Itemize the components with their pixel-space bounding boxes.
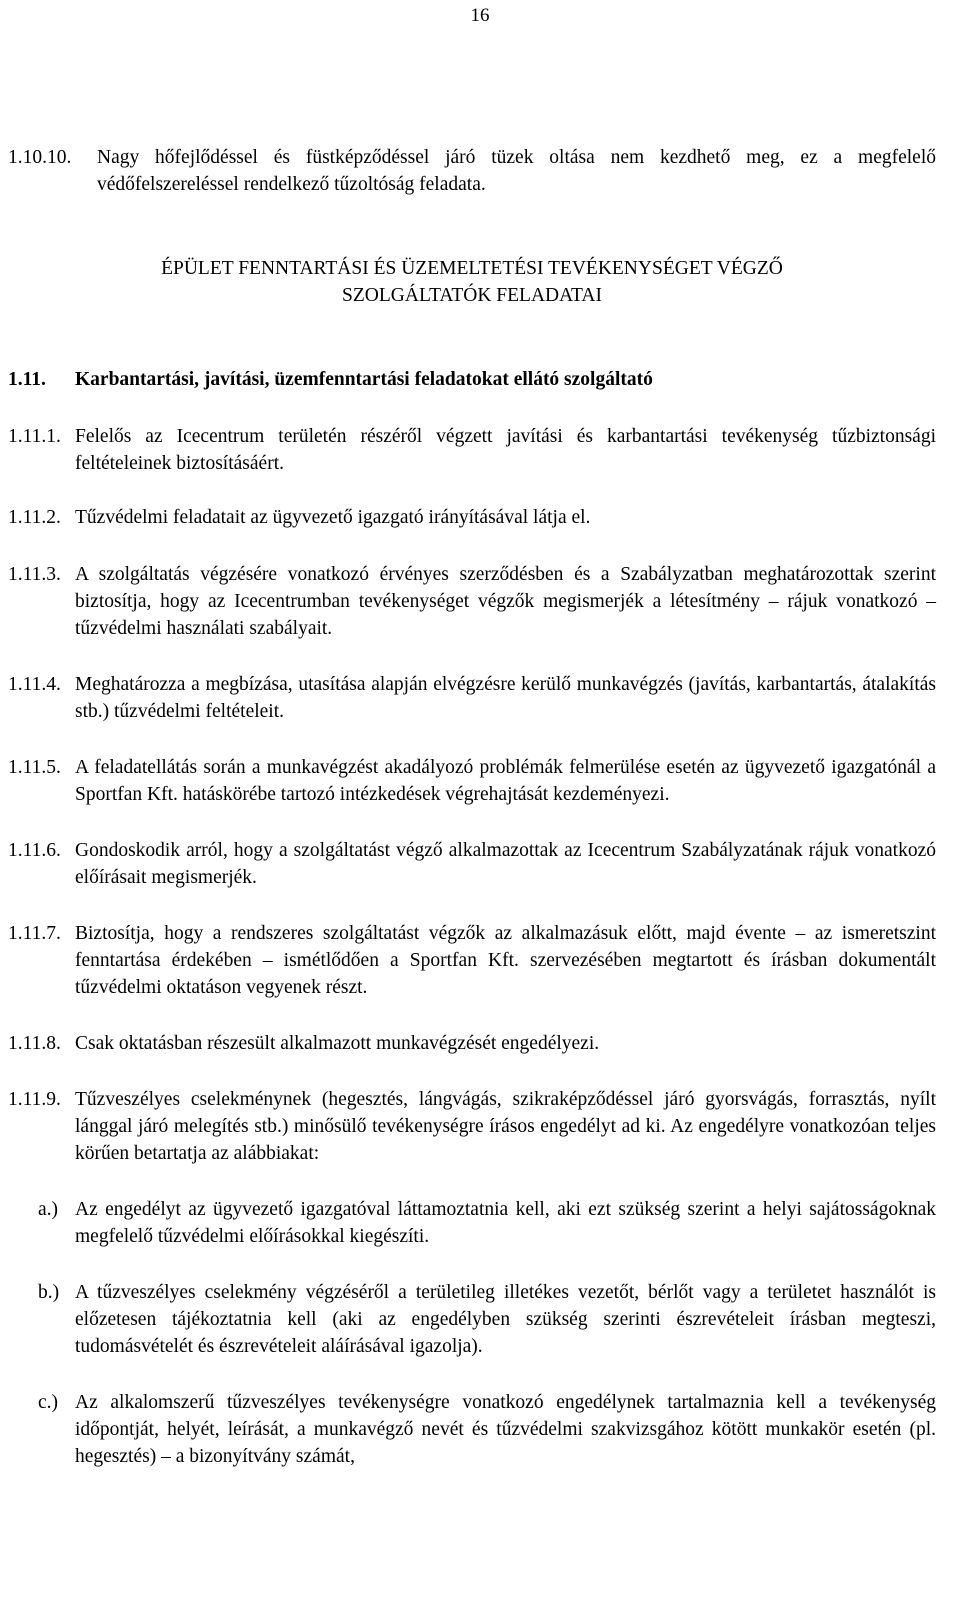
subsection-number: 1.11. <box>8 369 46 390</box>
paragraph-text: Nagy hőfejlődéssel és füstképződéssel járó tüzek oltása nem kezdhető meg, ez a megfelelő védőfelszereléssel rendelkező tűzoltóság feladata. <box>97 147 936 195</box>
paragraph-1-11-7 <box>8 920 936 1001</box>
paragraph-1-11-3 <box>8 561 936 642</box>
paragraph-text: Felelős az Icecentrum területén részéről végzett javítási és karbantartási tevékenység tűzbiztonsági feltételeinek biztosításáért. <box>75 426 936 474</box>
paragraph-number: 1.11.4. <box>8 674 61 695</box>
sub-item-label: a.) <box>38 1199 59 1220</box>
sub-item-label: b.) <box>38 1282 60 1303</box>
paragraph-1-11-1 <box>8 423 936 477</box>
sub-item-c <box>38 1389 936 1470</box>
paragraph-number: 1.11.5. <box>8 757 61 778</box>
paragraph-1-11-8 <box>8 1030 936 1057</box>
paragraph-number: 1.11.2. <box>8 507 61 528</box>
sub-item-text: Az alkalomszerű tűzveszélyes tevékenységre vonatkozó engedélynek tartalmaznia kell a tevékenység időpontját, helyét, leírását, a munkavégző nevét és tűzvédelmi szakvizsgához kötött munkakör esetén (pl. hegesztés) – a bizonyítvány számát, <box>75 1392 936 1467</box>
subsection-title: Karbantartási, javítási, üzemfenntartási feladatokat ellátó szolgáltató <box>75 369 653 390</box>
sub-item-label: c.) <box>38 1392 59 1413</box>
paragraph-number: 1.11.3. <box>8 564 61 585</box>
paragraph-1-11-5 <box>8 754 936 808</box>
paragraph-1-10-10 <box>8 144 936 198</box>
page-number: 16 <box>470 5 490 26</box>
paragraph-1-11-2 <box>8 504 936 531</box>
paragraph-number: 1.11.9. <box>8 1089 61 1110</box>
paragraph-text: A szolgáltatás végzésére vonatkozó érvényes szerződésben és a Szabályzatban meghatározottak szerint biztosítja, hogy az Icecentrumban tevékenységet végzők megismerjék a létesítmény – rájuk vonatkozó – tűzvédelmi használati szabályait. <box>75 564 936 639</box>
paragraph-text: Tűzvédelmi feladatait az ügyvezető igazgató irányításával látja el. <box>75 507 591 528</box>
sub-item-a <box>38 1196 936 1250</box>
paragraph-text: Meghatározza a megbízása, utasítása alapján elvégzésre kerülő munkavégzés (javítás, karbantartás, átalakítás stb.) tűzvédelmi feltételeit. <box>75 674 936 722</box>
subsection-heading <box>8 366 936 393</box>
paragraph-number: 1.10.10. <box>8 147 72 168</box>
sub-item-b <box>38 1279 936 1360</box>
paragraph-number: 1.11.7. <box>8 923 61 944</box>
section-title <box>8 255 936 309</box>
paragraph-text: A feladatellátás során a munkavégzést akadályozó problémák felmerülése esetén az ügyvezető igazgatónál a Sportfan Kft. hatáskörébe tartozó intézkedések végrehajtását kezdeményezi. <box>75 757 936 805</box>
sub-item-text: A tűzveszélyes cselekmény végzéséről a területileg illetékes vezetőt, bérlőt vagy a területet használót is előzetesen tájékoztatnia kell (aki az engedélyben szükség szerinti észrevételeit írásban megteszi, tudomásvételét és észrevételeit aláírásával igazolja). <box>75 1282 936 1357</box>
paragraph-text: Gondoskodik arról, hogy a szolgáltatást végző alkalmazottak az Icecentrum Szabályzatának rájuk vonatkozó előírásait megismerjék. <box>75 840 936 888</box>
paragraph-1-11-9 <box>8 1086 936 1167</box>
section-title-line-2: SZOLGÁLTATÓK FELADATAI <box>342 285 602 306</box>
document-body <box>8 144 936 1470</box>
paragraph-number: 1.11.6. <box>8 840 61 861</box>
paragraph-text: Biztosítja, hogy a rendszeres szolgáltatást végzők az alkalmazásuk előtt, majd évente – az ismeretszint fenntartása érdekében – ismétlődően a Sportfan Kft. szervezésében megtartott és írásban dokumentált tűzvédelmi oktatáson vegyenek részt. <box>75 923 936 998</box>
paragraph-number: 1.11.8. <box>8 1033 61 1054</box>
paragraph-number: 1.11.1. <box>8 426 61 447</box>
paragraph-text: Csak oktatásban részesült alkalmazott munkavégzését engedélyezi. <box>75 1033 600 1054</box>
section-title-line-1: ÉPÜLET FENNTARTÁSI ÉS ÜZEMELTETÉSI TEVÉKENYSÉGET VÉGZŐ <box>161 258 783 279</box>
paragraph-text: Tűzveszélyes cselekménynek (hegesztés, lángvágás, szikraképződéssel járó gyorsvágás, forrasztás, nyílt lánggal járó melegítés stb.) minősülő tevékenységre írásos engedélyt ad ki. Az engedélyre vonatkozóan teljes körűen betartatja az alábbiakat: <box>75 1089 936 1164</box>
paragraph-1-11-6 <box>8 837 936 891</box>
paragraph-1-11-4 <box>8 671 936 725</box>
sub-item-text: Az engedélyt az ügyvezető igazgatóval láttamoztatnia kell, aki ezt szükség szerint a helyi sajátosságoknak megfelelő tűzvédelmi előírásokkal kiegészíti. <box>75 1199 936 1247</box>
